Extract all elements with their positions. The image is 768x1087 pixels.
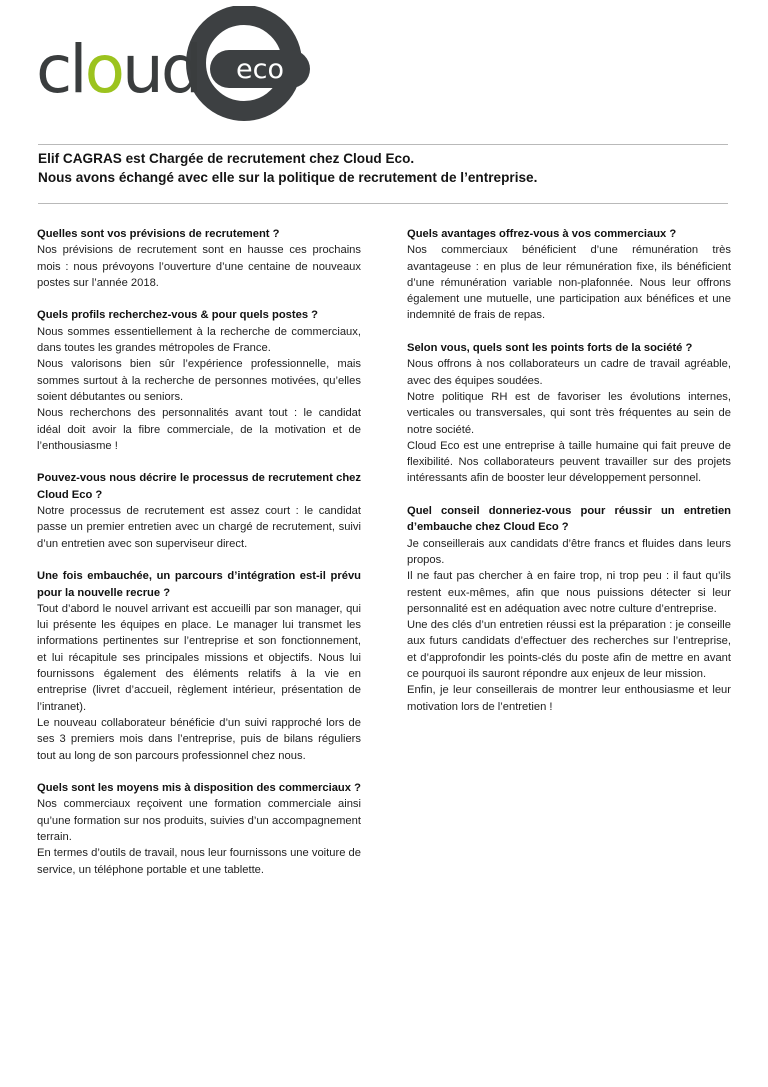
answer-paragraph: Nous valorisons bien sûr l’expérience professionnelle, mais sommes surtout à la recherche de personnes motivées, qu’elles soient débutantes ou seniors.: [37, 358, 361, 403]
question-heading: Selon vous, quels sont les points forts de la société ?: [407, 342, 693, 355]
qa-section: [37, 470, 361, 551]
qa-section: [407, 340, 731, 487]
answer-paragraph: Il ne faut pas chercher à en faire trop, ni trop peu : il faut qu’ils restent eux-mêmes, afin que nous puissions détecter si leur personnalité est en adéquation avec notre culture d’entreprise.: [407, 570, 731, 615]
answer-paragraph: En termes d’outils de travail, nous leur fournissons une voiture de service, un téléphone portable et une tablette.: [37, 847, 361, 876]
qa-section: [37, 307, 361, 454]
intro-line-2: Nous avons échangé avec elle sur la politique de recrutement de l’entreprise.: [38, 170, 538, 185]
question-heading: Pouvez-vous nous décrire le processus de recrutement chez Cloud Eco ?: [37, 472, 361, 501]
question-heading: Quels profils recherchez-vous & pour quels postes ?: [37, 309, 318, 322]
logo-letter: d: [160, 31, 200, 108]
qa-section: [37, 780, 361, 878]
left-column: [37, 226, 361, 894]
answer-paragraph: Notre processus de recrutement est assez court : le candidat passe un premier entretien avec un chargé de recrutement, suivi d’un entretien avec son superviseur direct.: [37, 505, 361, 550]
right-column: [407, 226, 731, 731]
answer-paragraph: Une des clés d’un entretien réussi est la préparation : je conseille aux futurs candidats d’effectuer des recherches sur l’entreprise, et d’approfondir les points-clés du poste afin de mettre en avant ce pourquoi ils sauront répondre aux enjeux de leur mission.: [407, 619, 731, 681]
answer-paragraph: Tout d’abord le nouvel arrivant est accueilli par son manager, qui lui présente les équipes en place. Le manager lui transmet les informations pertinentes sur l’entreprise et son fonctionnement, et lui récapitule ses principales missions et objectifs. Nous lui fournissons également des éléments relatifs à la vie en entreprise (livret d’accueil, règlement intérieur, présentation de l’intranet).: [37, 602, 361, 713]
question-heading: Quel conseil donneriez-vous pour réussir un entretien d’embauche chez Cloud Eco ?: [407, 505, 731, 534]
logo-word: [36, 31, 200, 108]
answer-paragraph: Nous sommes essentiellement à la recherche de commerciaux, dans toutes les grandes métropoles de France.: [37, 325, 361, 355]
answer-paragraph: Nous offrons à nos collaborateurs un cadre de travail agréable, avec des équipes soudées.: [407, 358, 731, 387]
answer-paragraph: Nos commerciaux reçoivent une formation commerciale ainsi qu’une formation sur nos produits, suivies d’un accompagnement terrain.: [37, 798, 361, 843]
answer-paragraph: Nos commerciaux bénéficient d’une rémunération très avantageuse : en plus de leur rémunération fixe, ils bénéficient d’une rémunération variable non-plafonnée. Nous leur offrons également une mutuelle, une participation aux bénéfices et une indemnité de frais de repas.: [407, 244, 731, 322]
logo-letter: l: [69, 31, 85, 108]
qa-section: [37, 226, 361, 291]
question-heading: Quelles sont vos prévisions de recrutement ?: [37, 228, 280, 240]
logo-letter: u: [122, 31, 161, 108]
cloud-eco-logo-graphic: [34, 6, 314, 124]
logo-badge-text: eco: [236, 54, 284, 85]
logo-letter: c: [36, 31, 70, 108]
qa-section: [407, 503, 731, 715]
question-heading: Une fois embauchée, un parcours d’intégration est-il prévu pour la nouvelle recrue ?: [37, 570, 361, 599]
answer-paragraph: Je conseillerais aux candidats d’être francs et fluides dans leurs propos.: [407, 537, 731, 566]
cloud-eco-logo: [34, 6, 314, 124]
qa-section: [407, 226, 731, 324]
intro-header: [38, 149, 728, 187]
logo-letter: o: [84, 31, 123, 108]
answer-paragraph: Le nouveau collaborateur bénéficie d’un suivi rapproché lors de ses 3 premiers mois dans l’entreprise, puis de bilans réguliers tout au long de son parcours professionnel chez nous.: [37, 716, 361, 762]
answer-paragraph: Nos prévisions de recrutement sont en hausse ces prochains mois : nous prévoyons l’ouverture d’une centaine de nouveaux postes sur l’année 2018.: [37, 244, 361, 289]
question-heading: Quels avantages offrez-vous à vos commerciaux ?: [407, 228, 677, 240]
answer-paragraph: Notre politique RH est de favoriser les évolutions internes, verticales ou transversales, qui sont très fréquentes au sein de notre société.: [407, 390, 731, 436]
top-divider: [38, 144, 728, 145]
answer-paragraph: Nous recherchons des personnalités avant tout : le candidat idéal doit avoir la fibre commerciale, de la motivation et de l’enthousiasme !: [37, 407, 361, 452]
question-heading: Quels sont les moyens mis à disposition des commerciaux ?: [37, 782, 361, 795]
answer-paragraph: Enfin, je leur conseillerais de montrer leur enthousiasme et leur motivation lors de l’entretien !: [407, 684, 731, 713]
intro-divider: [38, 203, 728, 204]
answer-paragraph: Cloud Eco est une entreprise à taille humaine qui fait preuve de flexibilité. Nos collaborateurs peuvent travailler sur des projets intéressants afin de booster leur développement personnel.: [407, 439, 731, 485]
intro-line-1: Elif CAGRAS est Chargée de recrutement chez Cloud Eco.: [38, 151, 415, 166]
qa-section: [37, 568, 361, 764]
